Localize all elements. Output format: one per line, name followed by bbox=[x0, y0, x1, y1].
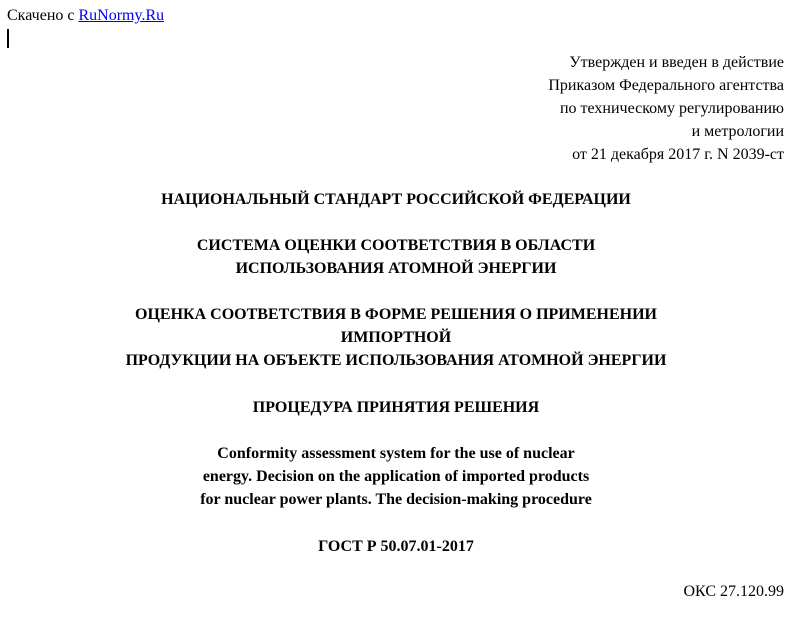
heading-line: НАЦИОНАЛЬНЫЙ СТАНДАРТ РОССИЙСКОЙ ФЕДЕРАЦИИ bbox=[161, 191, 631, 208]
procedure-title-heading bbox=[0, 396, 792, 419]
national-standard-heading bbox=[0, 188, 792, 211]
system-title-heading bbox=[0, 234, 792, 280]
heading-line: for nuclear power plants. The decision-making procedure bbox=[200, 491, 592, 508]
heading-line: ИМПОРТНОЙ bbox=[340, 329, 452, 346]
approval-line: Утвержден и введен в действие bbox=[569, 54, 784, 71]
heading-line: ПРОДУКЦИИ НА ОБЪЕКТЕ ИСПОЛЬЗОВАНИЯ АТОМНОЙ ЭНЕРГИИ bbox=[125, 352, 667, 369]
download-prefix: Скачено с bbox=[7, 7, 79, 24]
approval-line: по техническому регулированию bbox=[559, 100, 784, 117]
approval-block bbox=[548, 51, 784, 166]
english-title-heading bbox=[0, 442, 792, 511]
heading-line: СИСТЕМА ОЦЕНКИ СООТВЕТСТВИЯ В ОБЛАСТИ bbox=[196, 237, 596, 254]
approval-line: Приказом Федерального агентства bbox=[548, 77, 784, 94]
heading-line: ОЦЕНКА СООТВЕТСТВИЯ В ФОРМЕ РЕШЕНИЯ О ПРИМЕНЕНИИ bbox=[135, 306, 657, 323]
text-cursor bbox=[7, 29, 9, 48]
assessment-title-heading bbox=[0, 303, 792, 372]
approval-line: от 21 декабря 2017 г. N 2039-ст bbox=[572, 146, 784, 163]
download-source-line bbox=[7, 6, 164, 26]
heading-line: ПРОЦЕДУРА ПРИНЯТИЯ РЕШЕНИЯ bbox=[252, 399, 540, 416]
oks-code: ОКС 27.120.99 bbox=[683, 583, 784, 600]
runormy-link[interactable]: RuNormy.Ru bbox=[78, 7, 165, 24]
approval-line: и метрологии bbox=[691, 123, 784, 140]
gost-number-text: ГОСТ Р 50.07.01-2017 bbox=[318, 538, 474, 555]
heading-line: ИСПОЛЬЗОВАНИЯ АТОМНОЙ ЭНЕРГИИ bbox=[235, 260, 557, 277]
gost-number bbox=[0, 535, 792, 558]
heading-line: Conformity assessment system for the use of nuclear bbox=[217, 445, 575, 462]
heading-line: energy. Decision on the application of imported products bbox=[202, 468, 590, 485]
